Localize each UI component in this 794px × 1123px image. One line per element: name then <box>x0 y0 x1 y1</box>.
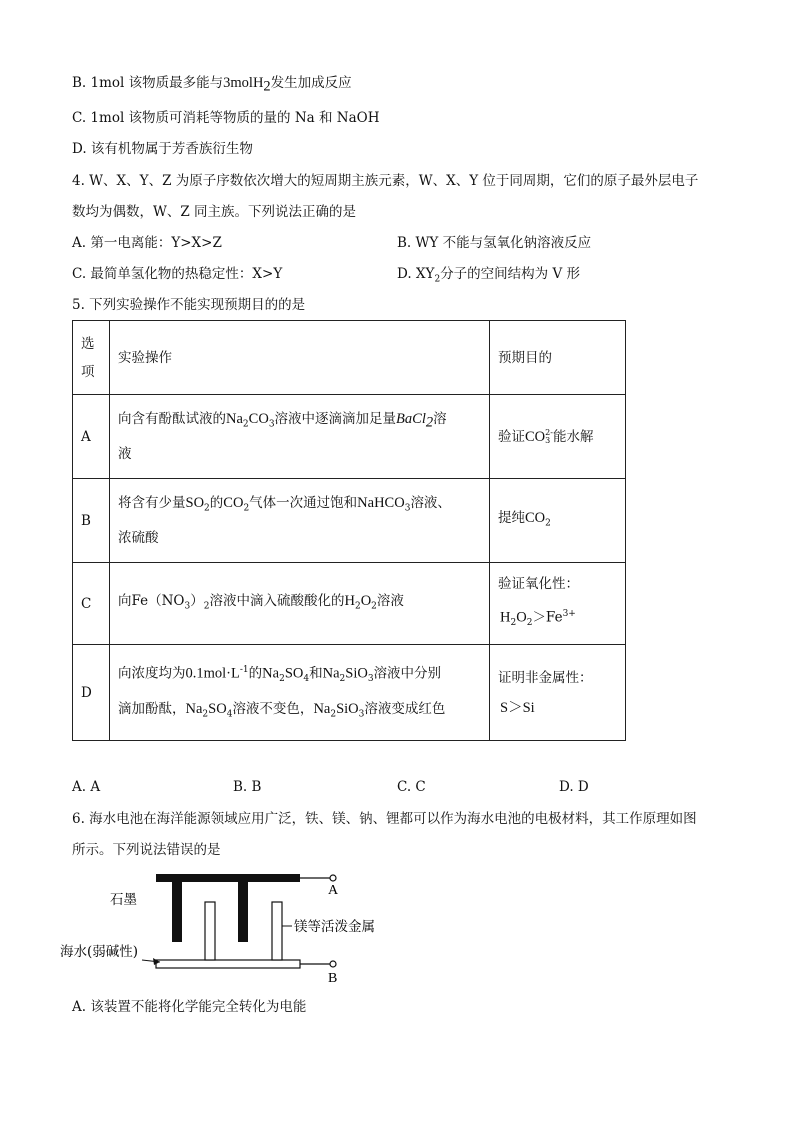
q4-stem-line2: 数均为偶数，W、Z 同主族。下列说法正确的是 <box>72 204 357 220</box>
table-row <box>73 395 626 479</box>
row-option: D <box>73 645 110 741</box>
graphite-electrode-leg-2 <box>238 874 248 942</box>
row-goal: 证明非金属性： S＞Si <box>490 645 626 741</box>
table-row <box>73 645 626 741</box>
label-active-metal: 镁等活泼金属 <box>294 919 375 935</box>
row-operation: 将含有少量$SO_2$的$CO_2$气体一次通过饱和NaHCO$_3$溶液、 浓硫酸 <box>110 479 490 563</box>
row-operation: 向$Fe(NO_3)_2$溶液中滴入硫酸酸化的$H_2O_2$溶液 <box>110 563 490 645</box>
metal-electrode-leg-2 <box>272 902 282 960</box>
q3-option-c: C. 1mol 该物质可消耗等物质的量的 Na 和 NaOH <box>72 110 380 126</box>
q3-option-d: D. 该有机物属于芳香族衍生物 <box>72 141 253 157</box>
q6-option-a: A. 该装置不能将化学能完全转化为电能 <box>72 999 307 1015</box>
q4-stem-line1: 4. W、X、Y、Z 为原子序数依次增大的短周期主族元素，W、X、Y 位于同周期，它们的原子最外层电子 <box>72 173 699 189</box>
q3-option-b: B. 1mol 该物质最多能与3molH$_2$发生加成反应 <box>72 75 352 95</box>
q6-stem-line2: 所示。下列说法错误的是 <box>72 842 221 858</box>
seawater-battery-diagram <box>60 866 420 992</box>
metal-electrode-bottom <box>156 960 300 968</box>
header-option: 选 项 <box>73 321 110 395</box>
row-option: A <box>73 395 110 479</box>
label-graphite: 石墨 <box>110 892 137 908</box>
q4-option-c: C. 最简单氢化物的热稳定性：X>Y <box>72 266 283 282</box>
q4-option-d: D. $XY_2$分子的空间结构为 V 形 <box>397 266 581 285</box>
row-option: C <box>73 563 110 645</box>
q5-answer-c: C. C <box>397 779 426 795</box>
graphite-electrode-leg-1 <box>172 874 182 942</box>
experiment-table <box>72 320 626 741</box>
label-b: B <box>328 971 338 986</box>
terminal-b <box>330 961 336 967</box>
table-row <box>73 563 626 645</box>
q6-stem-line1: 6. 海水电池在海洋能源领域应用广泛，铁、镁、钠、锂都可以作为海水电池的电极材料，其工作原理如图 <box>72 811 697 827</box>
q5-stem: 5. 下列实验操作不能实现预期目的的是 <box>72 297 306 313</box>
terminal-a <box>330 875 336 881</box>
metal-electrode-leg-1 <box>205 902 215 960</box>
label-seawater: 海水(弱碱性) <box>60 944 139 960</box>
row-goal: 提纯$CO_2$ <box>490 479 626 563</box>
row-option: B <box>73 479 110 563</box>
row-operation: 向浓度均为$0.1mol\cdot L^{-1}$的$Na_2SO_4$和$Na_2SiO_3$溶液中分别 滴加酚酞，$Na_2SO_4$溶液不变色，$Na_2SiO_3$溶液变成红色 <box>110 645 490 741</box>
row-operation: 向含有酚酞试液的$Na_2CO_3$溶液中逐滴滴加足量BaCl$_2$溶 液 <box>110 395 490 479</box>
table-row <box>73 479 626 563</box>
header-goal: 预期目的 <box>490 321 626 395</box>
q5-answer-a: A. A <box>72 779 101 795</box>
q4-option-b: B. WY 不能与氢氧化钠溶液反应 <box>397 235 592 251</box>
table-header-row <box>73 321 626 395</box>
q5-answer-d: D. D <box>559 779 589 795</box>
row-goal: 验证氧化性： $H_2O_2>Fe^{3+}$ <box>490 563 626 645</box>
q5-answer-b: B. B <box>233 779 262 795</box>
label-a: A <box>328 883 339 898</box>
row-goal: 验证CO 2- 3 能水解 <box>490 395 626 479</box>
q4-option-a: A. 第一电离能：Y>X>Z <box>72 235 222 251</box>
header-operation: 实验操作 <box>110 321 490 395</box>
